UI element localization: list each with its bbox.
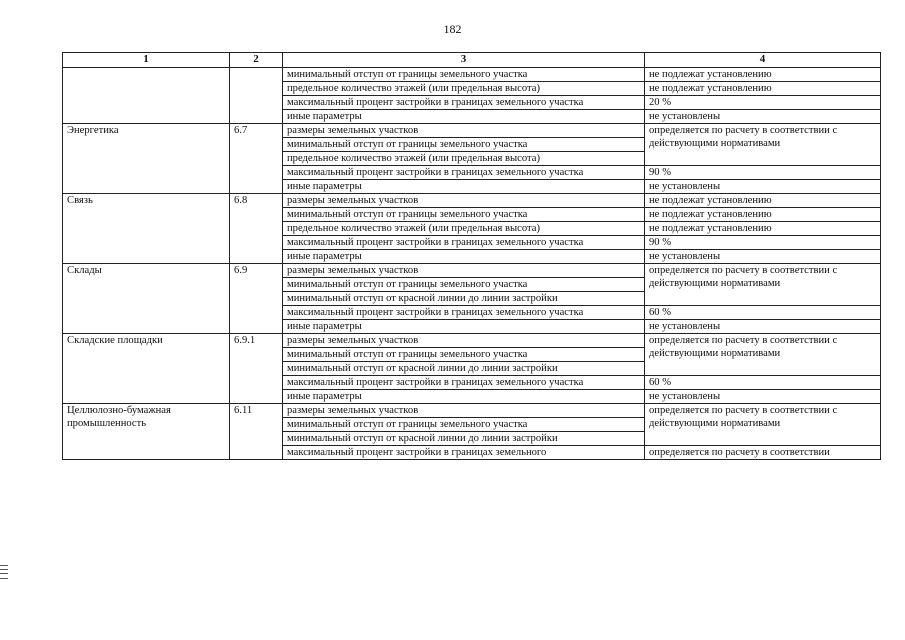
param-cell: минимальный отступ от границы земельного участка [283,418,645,432]
value-cell: не установлены [645,320,881,334]
group-code: 6.9 [230,264,283,334]
param-cell: минимальный отступ от красной линии до линии застройки [283,292,645,306]
value-cell: не подлежат установлению [645,222,881,236]
group-name: Целлюлозно-бумажная промышленность [63,404,230,460]
value-cell: 20 % [645,96,881,110]
param-cell: максимальный процент застройки в границах земельного участка [283,236,645,250]
param-cell: минимальный отступ от границы земельного участка [283,138,645,152]
param-cell: минимальный отступ от границы земельного участка [283,348,645,362]
group-code: 6.9.1 [230,334,283,404]
param-cell: максимальный процент застройки в границах земельного участка [283,166,645,180]
value-cell: не подлежат установлению [645,194,881,208]
param-cell: иные параметры [283,390,645,404]
scan-margin-marks [0,565,8,579]
value-cell: определяется по расчету в соответствии с действующими нормативами [645,404,881,446]
column-header-4: 4 [645,53,881,68]
table-row [63,404,881,418]
param-cell: размеры земельных участков [283,404,645,418]
table-row [63,194,881,208]
value-cell: не установлены [645,180,881,194]
value-cell: 60 % [645,306,881,320]
group-name: Складские площадки [63,334,230,404]
table-row [63,264,881,278]
group-name: Склады [63,264,230,334]
group-code-empty [230,68,283,124]
param-cell: иные параметры [283,320,645,334]
param-cell: максимальный процент застройки в границах земельного участка [283,96,645,110]
column-header-1: 1 [63,53,230,68]
value-cell: не подлежат установлению [645,68,881,82]
param-cell: максимальный процент застройки в границах земельного участка [283,306,645,320]
param-cell: предельное количество этажей (или предельная высота) [283,82,645,96]
param-cell: иные параметры [283,110,645,124]
value-cell: не подлежат установлению [645,82,881,96]
param-cell: размеры земельных участков [283,124,645,138]
value-cell: определяется по расчету в соответствии [645,446,881,460]
value-cell: 90 % [645,236,881,250]
table-row [63,124,881,138]
land-use-parameters-table [62,52,881,460]
param-cell: минимальный отступ от границы земельного участка [283,278,645,292]
param-cell: предельное количество этажей (или предельная высота) [283,152,645,166]
table-row [63,334,881,348]
param-cell: максимальный процент застройки в границах земельного участка [283,376,645,390]
value-cell: не установлены [645,390,881,404]
value-cell: 60 % [645,376,881,390]
param-cell: предельное количество этажей (или предельная высота) [283,222,645,236]
param-cell: размеры земельных участков [283,264,645,278]
value-cell: не установлены [645,110,881,124]
group-code: 6.8 [230,194,283,264]
group-name: Энергетика [63,124,230,194]
param-cell: размеры земельных участков [283,334,645,348]
column-header-2: 2 [230,53,283,68]
table-row [63,68,881,82]
value-cell: определяется по расчету в соответствии с действующими нормативами [645,334,881,376]
param-cell: минимальный отступ от красной линии до линии застройки [283,432,645,446]
param-cell: иные параметры [283,250,645,264]
page-number: 182 [443,22,462,36]
group-name-empty [63,68,230,124]
param-cell: минимальный отступ от границы земельного участка [283,208,645,222]
param-cell: размеры земельных участков [283,194,645,208]
param-cell: иные параметры [283,180,645,194]
value-cell: не подлежат установлению [645,208,881,222]
value-cell: не установлены [645,250,881,264]
value-cell: 90 % [645,166,881,180]
column-number-row [63,53,881,68]
group-code: 6.7 [230,124,283,194]
value-cell: определяется по расчету в соответствии с действующими нормативами [645,264,881,306]
param-cell: максимальный процент застройки в границах земельного [283,446,645,460]
group-code: 6.11 [230,404,283,460]
column-header-3: 3 [283,53,645,68]
param-cell: минимальный отступ от границы земельного участка [283,68,645,82]
value-cell: определяется по расчету в соответствии с действующими нормативами [645,124,881,166]
group-name: Связь [63,194,230,264]
param-cell: минимальный отступ от красной линии до линии застройки [283,362,645,376]
